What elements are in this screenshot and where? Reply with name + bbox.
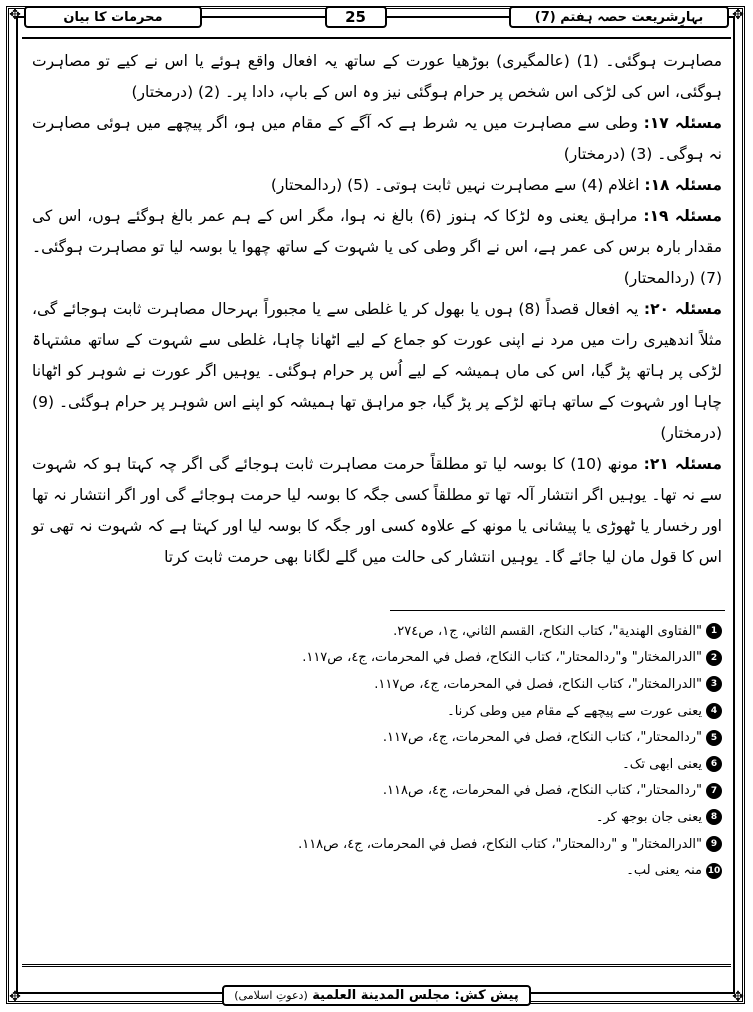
- corner-ornament: ✥: [732, 7, 744, 23]
- footnote-number: 8: [706, 809, 722, 825]
- main-text: [32, 46, 722, 573]
- footer-box: [222, 985, 530, 1006]
- paragraph-text: مصاہرت ہوگئی۔ (1) (عالمگیری) بوڑھیا عورت کے ساتھ یہ افعال واقع ہوئے یا اس نے کیے تو مصاہرت ہوگئی، اس کی لڑکی اس شخص پر حرام ہوگئی نیز وہ اس کے باپ، دادا پر۔ (2) (درمختار): [32, 52, 723, 101]
- footnotes: [32, 618, 722, 884]
- corner-ornament: ✥: [732, 989, 744, 1005]
- header-rule: [22, 37, 731, 39]
- masala-label: مسئلہ ۱۷:: [643, 114, 722, 132]
- footnote-number: 7: [706, 783, 722, 799]
- footnote: [32, 671, 722, 698]
- footnote-number: 4: [706, 703, 722, 719]
- page-number: 25: [325, 6, 387, 28]
- org-sub: (دعوتِ اسلامی): [234, 989, 308, 1002]
- footnote-number: 5: [706, 730, 722, 746]
- masala-label: مسئلہ ۱۹:: [643, 207, 723, 225]
- corner-ornament: ✥: [9, 989, 21, 1005]
- footnote-text: "الدرالمختار" و "ردالمحتار"، كتاب النكاح، فصل في المحرمات، ج٤، ص١١٨.: [298, 836, 702, 852]
- paragraph: [32, 46, 722, 108]
- footnote: [32, 804, 722, 831]
- footnote: [32, 857, 722, 884]
- footnote-number: 1: [706, 623, 722, 639]
- paragraph-text: وطی سے مصاہرت میں یہ شرط ہے کہ آگے کے مقام میں ہو، اگر پیچھے میں ہوئی مصاہرت نہ ہوگی۔ (3) (درمختار): [32, 114, 722, 163]
- footnote: [32, 724, 722, 751]
- footer-rule: [22, 964, 731, 967]
- footnote-text: "الدرالمختار" و"ردالمحتار"، كتاب النكاح، فصل في المحرمات، ج٤، ص١١٧.: [302, 650, 702, 666]
- footnote: [32, 778, 722, 805]
- page-header: [24, 4, 729, 30]
- chapter-title: محرمات کا بیان: [24, 6, 202, 28]
- footnote-text: یعنی ابھی تک۔: [622, 756, 702, 772]
- corner-ornament: ✥: [9, 7, 21, 23]
- footnote-text: "الفتاوی الهندية"، كتاب النكاح، القسم الثاني، ج١، ص٢٧٤.: [393, 623, 702, 639]
- paragraph-text: اغلام (4) سے مصاہرت نہیں ثابت ہوتی۔ (5) (ردالمحتار): [270, 176, 640, 194]
- footnote-number: 10: [706, 863, 722, 879]
- footnote: [32, 645, 722, 672]
- book-title: بہارِشریعت حصہ ہفتم (7): [509, 6, 729, 28]
- footnote-divider: [390, 610, 725, 611]
- masala-label: مسئلہ ۱۸:: [644, 176, 722, 194]
- paragraph-text: مراہق یعنی وہ لڑکا کہ ہنوز (6) بالغ نہ ہوا، مگر اس کے ہم عمر بالغ ہوگئے ہوں، اس کی مقدار بارہ برس کی عمر ہے، اس نے اگر وطی کی یا شہوت کے ساتھ چھوا یا بوسہ لیا تو مصاہرت ہوگئی۔ (7) (ردالمحتار): [32, 207, 722, 287]
- footnote-number: 2: [706, 650, 722, 666]
- footnote-text: یعنی جان بوجھ کر۔: [595, 809, 702, 825]
- paragraph-text: یہ افعال قصداً (8) ہوں یا بھول کر یا غلطی سے یا مجبوراً بہرحال مصاہرت ثابت ہوجائے گی، مثلاً اندھیری رات میں مرد نے اپنی عورت کو جماع کے لیے اٹھانا چاہا، غلطی سے شہوت کے ساتھ مشتہاۃ لڑکی پر ہاتھ پڑ گیا، اس کی ماں ہمیشہ کے لیے اُس پر حرام ہوگئی۔ یوہیں اگر عورت نے شوہر کو اٹھانا چاہا اور شہوت کے ساتھ ہاتھ لڑکے پر پڑ گیا، جو مراہق تھا ہمیشہ کو اپنے اس شوہر پر حرام ہوگئی۔ (9) (درمختار): [32, 300, 722, 442]
- masala-label: مسئلہ ۲۱:: [643, 455, 722, 473]
- masala-paragraph: [32, 449, 722, 573]
- footnote: [32, 698, 722, 725]
- footnote-text: منہ یعنی لب۔: [626, 863, 702, 879]
- footnote: [32, 751, 722, 778]
- paragraph-text: مونھ (10) کا بوسہ لیا تو مطلقاً حرمت مصاہرت ثابت ہوجائے گی اگر چہ کہتا ہو کہ شہوت سے نہ تھا۔ یوہیں اگر انتشار آلہ تھا تو مطلقاً کسی جگہ کا بوسہ لیا حرمت ہوجائے گی اور اگر انتشار نہ تھا اور رخسار یا ٹھوڑی یا پیشانی یا مونھ کے علاوہ کسی اور جگہ کا بوسہ لیا اور کہتا ہے کہ شہوت نہ تھی تو اس کا قول مان لیا جائے گا۔ یوہیں انتشار کی حالت میں گلے لگانا بھی حرمت ثابت کرتا: [32, 455, 722, 566]
- footnote-number: 3: [706, 676, 722, 692]
- masala-paragraph: [32, 201, 722, 294]
- masala-label: مسئلہ ۲۰:: [643, 300, 722, 318]
- footnote-number: 9: [706, 836, 722, 852]
- org-name: مجلس المدينة العلمية: [312, 988, 450, 1003]
- masala-paragraph: [32, 294, 722, 449]
- footnote-text: یعنی عورت سے پیچھے کے مقام میں وطی کرنا۔: [447, 703, 702, 719]
- masala-paragraph: [32, 108, 722, 170]
- footnote: [32, 831, 722, 858]
- footnote-number: 6: [706, 756, 722, 772]
- presenter-label: پیش کش:: [454, 988, 519, 1003]
- footnote: [32, 618, 722, 645]
- footnote-text: "الدرالمختار"، كتاب النكاح، فصل في المحرمات، ج٤، ص١١٧.: [374, 676, 702, 692]
- footnote-text: "ردالمحتار"، كتاب النكاح، فصل في المحرمات، ج٤، ص١١٨.: [382, 783, 702, 799]
- masala-paragraph: [32, 170, 722, 201]
- page-footer: [0, 985, 753, 1006]
- footnote-text: "ردالمحتار"، كتاب النكاح، فصل في المحرمات، ج٤، ص١١٧.: [382, 730, 702, 746]
